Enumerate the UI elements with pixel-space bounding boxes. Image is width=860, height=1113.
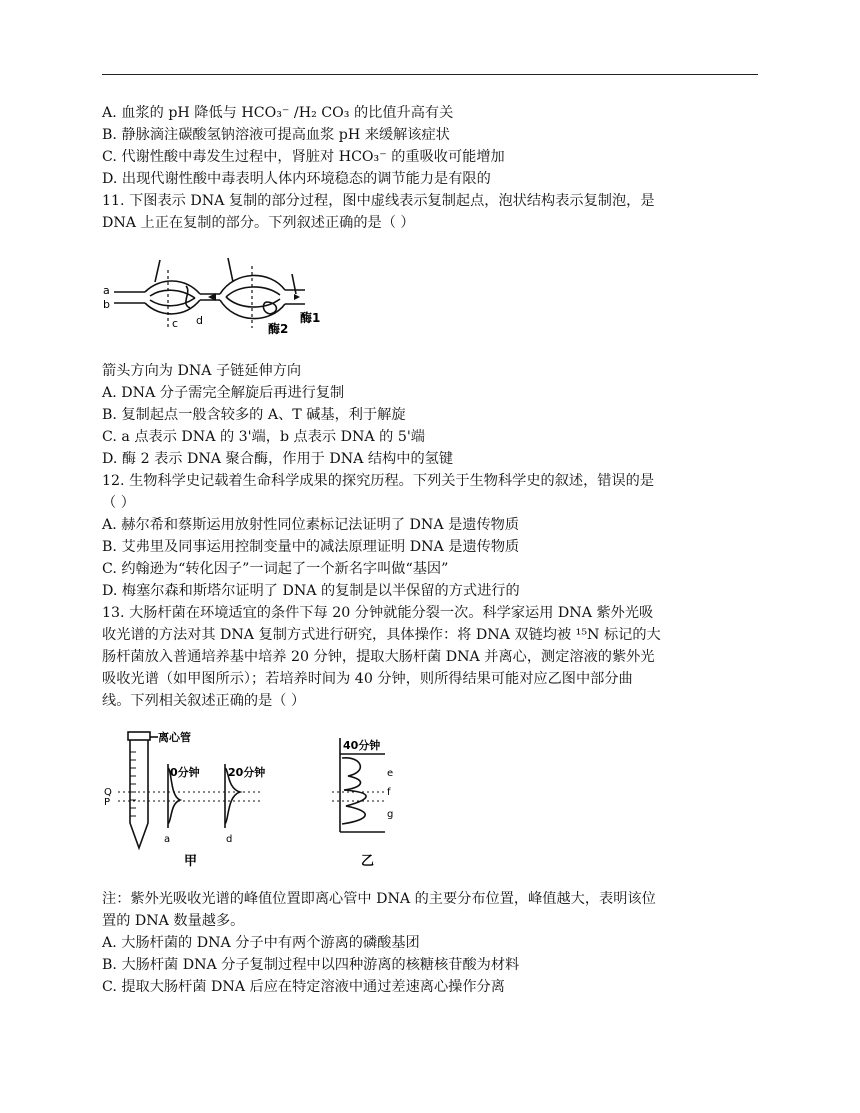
q13-option-b: B. 大肠杆菌 DNA 分子复制过程中以四种游离的核糖核苷酸为材料 <box>102 957 520 973</box>
label-curve-f: f <box>387 787 391 798</box>
q12-option-d: D. 梅塞尔森和斯塔尔证明了 DNA 的复制是以半保留的方式进行的 <box>102 583 520 599</box>
q13-stem-line3: 肠杆菌放入普通培养基中培养 20 分钟，提取大肠杆菌 DNA 并离心，测定溶液的紫外光 <box>102 649 655 665</box>
uv-spectrum-figure <box>100 728 400 873</box>
header-rule <box>102 74 758 75</box>
q12-stem-line2: （ ） <box>102 495 135 511</box>
label-d: d <box>196 314 203 327</box>
label-a: a <box>103 284 110 297</box>
q10-option-a: A. 血浆的 pH 降低与 HCO₃⁻ /H₂ CO₃ 的比值升高有关 <box>102 105 454 121</box>
label-40min: 40分钟 <box>343 739 381 752</box>
q12-option-c: C. 约翰逊为“转化因子”一词起了一个新名字叫做“基因” <box>102 561 449 577</box>
label-c: c <box>172 317 179 330</box>
tube-label: 离心管 <box>158 731 191 744</box>
label-20min: 20分钟 <box>228 766 266 779</box>
q13-stem-line1: 13. 大肠杆菌在环境适宜的条件下每 20 分钟就能分裂一次。科学家运用 DNA 紫外光吸 <box>102 605 654 621</box>
label-curve-d: d <box>226 834 233 845</box>
label-jia: 甲 <box>184 854 198 869</box>
label-Q: Q <box>104 787 112 798</box>
q10-option-c: C. 代谢性酸中毒发生过程中，肾脏对 HCO₃⁻ 的重吸收可能增加 <box>102 149 505 165</box>
q13-stem-line4: 吸收光谱（如甲图所示）；若培养时间为 40 分钟，则所得结果可能对应乙图中部分曲 <box>102 671 633 687</box>
q12-option-a: A. 赫尔希和蔡斯运用放射性同位素标记法证明了 DNA 是遗传物质 <box>102 517 520 533</box>
q13-note-line1: 注：紫外光吸收光谱的峰值位置即离心管中 DNA 的主要分布位置，峰值越大，表明该位 <box>102 891 656 907</box>
q11-option-a: A. DNA 分子需完全解旋后再进行复制 <box>102 385 345 401</box>
q12-option-b: B. 艾弗里及同事运用控制变量中的减法原理证明 DNA 是遗传物质 <box>102 539 520 555</box>
label-curve-g: g <box>387 809 394 820</box>
label-P: P <box>104 797 111 808</box>
label-0min: 0分钟 <box>170 766 200 779</box>
q13-option-c: C. 提取大肠杆菌 DNA 后应在特定溶液中通过差速离心操作分离 <box>102 979 505 995</box>
q13-note-line2: 置的 DNA 数量越多。 <box>102 913 245 929</box>
dna-replication-figure <box>100 252 335 342</box>
q13-stem-line2: 收光谱的方法对其 DNA 复制方式进行研究，具体操作：将 DNA 双链均被 ¹⁵N 标记的大 <box>102 627 661 643</box>
q11-option-d: D. 酶 2 表示 DNA 聚合酶，作用于 DNA 结构中的氢键 <box>102 451 454 467</box>
q11-option-b: B. 复制起点一般含较多的 A、T 碱基，利于解旋 <box>102 407 406 423</box>
q12-stem-line1: 12. 生物科学史记载着生命科学成果的探究历程。下列关于生物科学史的叙述，错误的是 <box>102 473 655 489</box>
label-curve-e: e <box>387 768 394 779</box>
label-b: b <box>103 298 110 311</box>
label-enzyme2: 酶2 <box>268 322 289 336</box>
label-curve-a: a <box>164 834 171 845</box>
q10-option-b: B. 静脉滴注碳酸氢钠溶液可提高血浆 pH 来缓解该症状 <box>102 127 450 143</box>
q11-stem-line2: DNA 上正在复制的部分。下列叙述正确的是（ ） <box>102 215 415 231</box>
q10-option-d: D. 出现代谢性酸中毒表明人体内环境稳态的调节能力是有限的 <box>102 171 491 187</box>
q13-option-a: A. 大肠杆菌的 DNA 分子中有两个游离的磷酸基团 <box>102 935 420 951</box>
q11-note: 箭头方向为 DNA 子链延伸方向 <box>102 363 302 379</box>
q11-option-c: C. a 点表示 DNA 的 3'端，b 点表示 DNA 的 5'端 <box>102 429 425 445</box>
q13-stem-line5: 线。下列相关叙述正确的是（ ） <box>102 693 306 709</box>
label-yi: 乙 <box>361 854 375 869</box>
label-enzyme1: 酶1 <box>300 311 321 325</box>
q11-stem-line1: 11. 下图表示 DNA 复制的部分过程，图中虚线表示复制起点，泡状结构表示复制泡，是 <box>102 193 655 209</box>
